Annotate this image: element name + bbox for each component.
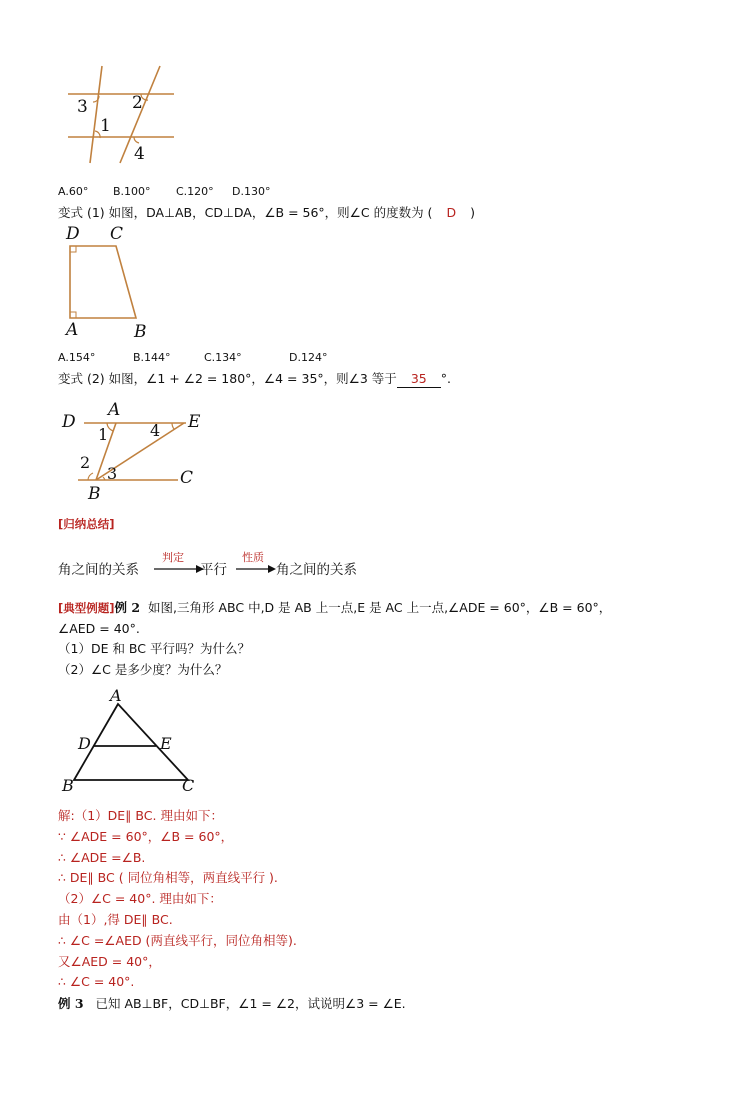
fig1-label-2: 2 [132, 93, 143, 113]
fig2-label-b: B [134, 322, 147, 342]
variant-2-question [58, 371, 451, 388]
q1-option-a: A.60° [58, 185, 89, 198]
figure-parallel-transversals [62, 60, 182, 175]
solution-line: ∵ ∠ADE = 60°，∠B = 60°， [58, 829, 234, 844]
q1-option-d: D.130° [232, 185, 271, 198]
variant-2-suffix: °. [440, 371, 452, 386]
summary-part2: 平行 [200, 562, 227, 578]
variant-2-text: 变式 (2) 如图，∠1 + ∠2 = 180°，∠4 = 35°，则∠3 等于 [58, 371, 397, 386]
v1-option-b: B.144° [133, 351, 171, 364]
example-3-number: 例 3 [58, 996, 84, 1011]
variant-1-question [58, 205, 475, 221]
summary-flow [58, 552, 388, 580]
summary-arrow2-label: 性质 [242, 551, 264, 564]
variant-1-text: 变式 (1) 如图，DA⊥AB，CD⊥DA，∠B = 56°，则∠C 的度数为 ( [58, 205, 433, 220]
variant-2-answer: 35 [397, 371, 441, 388]
example-3 [58, 996, 406, 1012]
solution-line: ∴ ∠C =∠AED (两直线平行，同位角相等). [58, 933, 297, 948]
example-2-question-1: （1）DE 和 BC 平行吗？为什么？ [58, 641, 250, 656]
fig3-label-3: 3 [107, 464, 118, 483]
fig2-label-c: C [110, 224, 124, 244]
variant-1-suffix: ) [470, 205, 475, 220]
example-3-text: 已知 AB⊥BF，CD⊥BF，∠1 = ∠2，试说明∠3 = ∠E. [95, 996, 406, 1011]
fig3-label-a: A [108, 400, 121, 420]
example-2-tag: [典型例题] [58, 601, 115, 615]
q1-option-c: C.120° [176, 185, 214, 198]
solution-line: ∴ ∠C = 40°. [58, 974, 135, 989]
example-2-text: 如图,三角形 ABC 中,D 是 AB 上一点,E 是 AC 上一点,∠ADE = 60°，∠B = 60°， [148, 600, 612, 615]
fig4-label-e: E [160, 734, 172, 753]
solution-line: ∴ DE∥ BC ( 同位角相等，两直线平行 ). [58, 870, 278, 885]
fig3-label-b: B [88, 484, 101, 504]
fig4-label-c: C [182, 776, 195, 795]
q1-option-b: B.100° [113, 185, 151, 198]
figure-parallel-triangle [60, 398, 210, 506]
summary-arrow2-icon [236, 565, 276, 575]
fig3-label-4: 4 [150, 421, 161, 440]
summary-part1: 角之间的关系 [58, 562, 139, 578]
solution-line: ∴ ∠ADE =∠B. [58, 850, 146, 865]
fig3-label-2: 2 [80, 453, 91, 472]
fig3-label-d: D [62, 412, 76, 432]
example-2-line1 [58, 600, 611, 616]
solution-line: 又∠AED = 40°， [58, 954, 161, 969]
v1-option-a: A.154° [58, 351, 96, 364]
summary-heading: [归纳总结] [58, 517, 115, 531]
summary-arrow1-label: 判定 [162, 551, 184, 564]
fig4-label-b: B [62, 776, 74, 795]
solution-line: 由（1）,得 DE∥ BC. [58, 912, 173, 927]
fig3-label-1: 1 [98, 425, 109, 444]
summary-arrow1-icon [154, 565, 204, 575]
fig4-label-d: D [78, 734, 91, 753]
solution-line: （2）∠C = 40°. 理由如下： [58, 891, 222, 906]
fig1-label-1: 1 [100, 116, 111, 136]
example-2-number: 例 2 [114, 600, 141, 615]
fig2-label-a: A [66, 320, 79, 340]
example-2-line2: ∠AED = 40°. [58, 621, 140, 636]
figure-parallel-transversals-svg [62, 60, 182, 175]
example-2-question-2: （2）∠C 是多少度？为什么？ [58, 662, 228, 677]
fig3-label-c: C [180, 468, 194, 488]
fig3-label-e: E [188, 412, 201, 432]
fig2-label-d: D [66, 224, 80, 244]
fig1-label-4: 4 [134, 144, 145, 164]
fig1-label-3: 3 [77, 97, 88, 117]
variant-1-answer: D [446, 205, 457, 220]
v1-option-c: C.134° [204, 351, 242, 364]
v1-option-d: D.124° [289, 351, 328, 364]
figure-trapezoid [62, 224, 162, 342]
solution-line: 解:（1）DE∥ BC. 理由如下： [58, 808, 223, 823]
summary-part3: 角之间的关系 [276, 562, 357, 578]
fig4-label-a: A [110, 686, 122, 705]
figure-triangle-abc [60, 686, 210, 796]
